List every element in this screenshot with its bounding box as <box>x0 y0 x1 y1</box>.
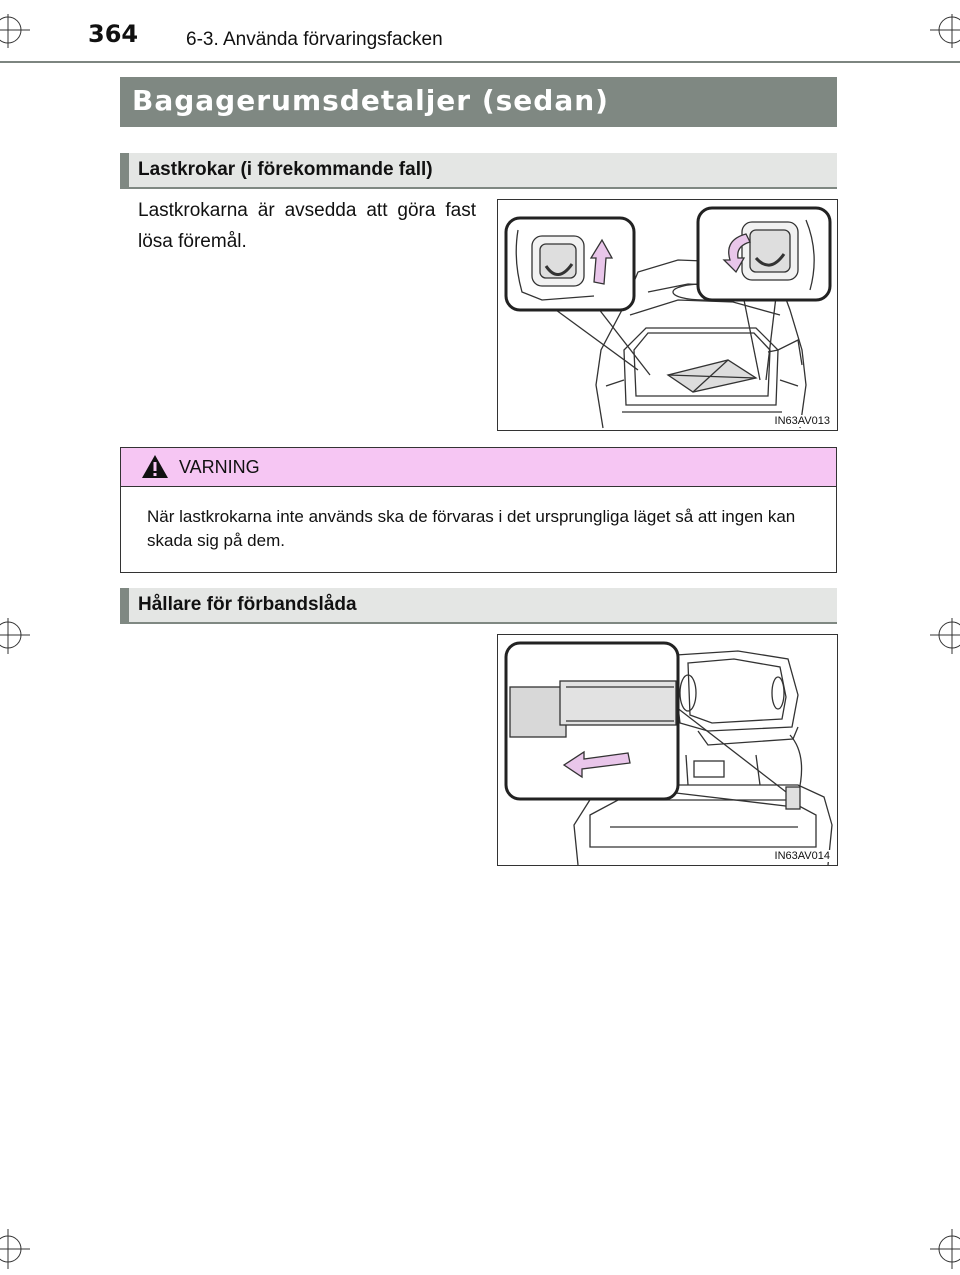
figure-code: IN63AV014 <box>774 850 830 862</box>
crop-mark-top-left <box>0 0 30 50</box>
page-number: 364 <box>88 20 139 48</box>
crop-mark-bottom-right <box>930 1225 960 1275</box>
cargo-hooks-illustration <box>497 199 838 431</box>
section-heading-first-aid-holder <box>120 588 837 624</box>
crop-mark-top-right <box>930 0 960 50</box>
section-heading-accent <box>120 153 129 189</box>
first-aid-holder-illustration <box>497 634 838 866</box>
header-rule <box>0 61 960 63</box>
warning-triangle-icon <box>141 454 169 480</box>
page-title: Bagagerumsdetaljer (sedan) <box>132 84 609 117</box>
crop-mark-mid-left <box>0 610 30 660</box>
crop-mark-mid-right <box>930 610 960 660</box>
section-heading-cargo-hooks <box>120 153 837 189</box>
section-heading-label: Lastkrokar (i förekommande fall) <box>138 159 433 180</box>
warning-header <box>121 448 836 487</box>
page-title-bar <box>120 77 837 127</box>
warning-box <box>120 447 837 573</box>
figure-code: IN63AV013 <box>774 415 830 427</box>
warning-label: VARNING <box>179 457 260 477</box>
chapter-heading: 6-3. Använda förvaringsfacken <box>186 29 443 50</box>
sedan-trunk-hooks-drawing <box>498 200 837 430</box>
cargo-hooks-description: Lastkrokarna är avsedda att göra fast lösa föremål. <box>138 200 476 252</box>
section-heading-accent <box>120 588 129 624</box>
warning-text: När lastkrokarna inte används ska de förvaras i det ursprungliga läget så att ingen kan skada sig på dem. <box>147 507 796 550</box>
sedan-open-trunk-drawing <box>498 635 837 865</box>
crop-mark-bottom-left <box>0 1225 30 1275</box>
section-heading-label: Hållare för förbandslåda <box>138 594 357 615</box>
